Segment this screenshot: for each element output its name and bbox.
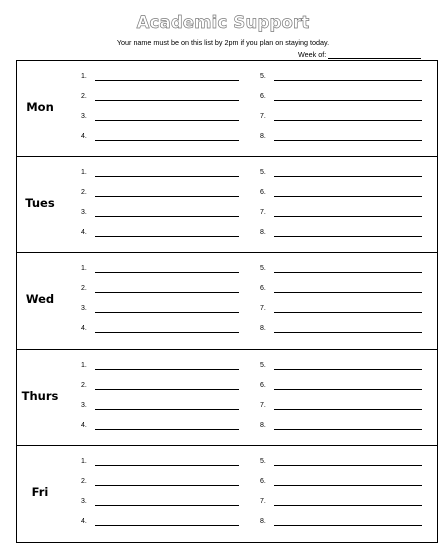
signup-entry — [81, 516, 239, 526]
signup-entry — [81, 71, 239, 81]
slot-number: 2. — [81, 477, 87, 485]
name-blank[interactable] — [95, 112, 239, 121]
page-title: Academic Support — [136, 13, 310, 32]
slot-number: 5. — [260, 169, 266, 177]
slot-number: 6. — [260, 285, 266, 293]
name-blank[interactable] — [95, 228, 239, 237]
slot-number: 6. — [260, 93, 266, 100]
day-label: Tues — [25, 196, 55, 211]
day-row-thurs — [17, 350, 437, 446]
slot-number: 7. — [260, 305, 266, 313]
signup-entry — [260, 380, 422, 390]
day-label: Fri — [31, 484, 49, 499]
signup-entry — [81, 360, 239, 370]
signup-entry — [81, 91, 239, 101]
slot-number: 4. — [81, 517, 87, 525]
slot-number: 1. — [81, 73, 87, 80]
signup-entry — [260, 400, 422, 410]
signup-entry — [81, 456, 239, 466]
slot-number: 6. — [260, 381, 266, 389]
slot-number: 3. — [81, 305, 87, 313]
signup-entry — [260, 91, 422, 101]
name-blank[interactable] — [274, 264, 422, 273]
slot-number: 8. — [260, 517, 266, 525]
slot-number: 3. — [81, 113, 87, 120]
day-row-wed — [17, 253, 437, 349]
name-blank[interactable] — [95, 401, 239, 410]
signup-entry — [260, 496, 422, 506]
slot-number: 4. — [81, 229, 87, 237]
name-blank[interactable] — [95, 457, 239, 466]
slot-number: 8. — [260, 325, 266, 333]
signup-entry — [260, 476, 422, 486]
day-row-fri — [17, 446, 437, 542]
name-blank[interactable] — [95, 284, 239, 293]
signup-entry — [260, 456, 422, 466]
slot-number: 7. — [260, 113, 266, 120]
name-blank[interactable] — [95, 208, 239, 217]
slot-number: 2. — [81, 285, 87, 293]
name-blank[interactable] — [274, 421, 422, 430]
name-blank[interactable] — [274, 517, 422, 526]
signup-entry — [81, 400, 239, 410]
name-blank[interactable] — [95, 381, 239, 390]
signup-entry — [81, 131, 239, 141]
name-blank[interactable] — [95, 324, 239, 333]
signup-grid — [16, 60, 438, 543]
name-blank[interactable] — [95, 477, 239, 486]
slot-number: 7. — [260, 497, 266, 505]
signup-entry — [81, 496, 239, 506]
name-blank[interactable] — [274, 381, 422, 390]
name-blank[interactable] — [95, 188, 239, 197]
slot-number: 1. — [81, 457, 87, 465]
slot-number: 3. — [81, 401, 87, 409]
day-label: Thurs — [21, 388, 59, 403]
name-blank[interactable] — [95, 92, 239, 101]
name-blank[interactable] — [274, 457, 422, 466]
slot-number: 4. — [81, 421, 87, 429]
slot-number: 7. — [260, 209, 266, 217]
name-blank[interactable] — [274, 477, 422, 486]
slot-number: 3. — [81, 209, 87, 217]
name-blank[interactable] — [274, 401, 422, 410]
slot-number: 1. — [81, 361, 87, 369]
name-blank[interactable] — [95, 168, 239, 177]
name-blank[interactable] — [95, 304, 239, 313]
name-blank[interactable] — [274, 497, 422, 506]
slot-number: 2. — [81, 93, 87, 100]
name-blank[interactable] — [95, 421, 239, 430]
signup-entry — [81, 111, 239, 121]
day-row-tues — [17, 157, 437, 253]
name-blank[interactable] — [274, 284, 422, 293]
name-blank[interactable] — [95, 132, 239, 141]
signup-entry — [260, 71, 422, 81]
signup-entry — [260, 111, 422, 121]
week-of-label: Week of: — [298, 50, 327, 59]
name-blank[interactable] — [95, 264, 239, 273]
signup-entry — [260, 131, 422, 141]
slot-number: 5. — [260, 265, 266, 273]
signup-entry — [81, 187, 239, 197]
day-label: Wed — [25, 292, 55, 307]
slot-number: 4. — [81, 325, 87, 333]
signup-entry — [81, 227, 239, 237]
signup-entry — [260, 323, 422, 333]
name-blank[interactable] — [274, 112, 422, 121]
slot-number: 2. — [81, 381, 87, 389]
signup-entry — [81, 323, 239, 333]
slot-number: 3. — [81, 497, 87, 505]
name-blank[interactable] — [274, 72, 422, 81]
signup-entry — [81, 283, 239, 293]
day-row-mon — [17, 61, 437, 157]
slot-number: 8. — [260, 133, 266, 140]
day-label: Mon — [26, 100, 54, 115]
name-blank[interactable] — [274, 132, 422, 141]
signup-entry — [81, 263, 239, 273]
signup-entry — [260, 360, 422, 370]
signup-entry — [81, 303, 239, 313]
name-blank[interactable] — [95, 497, 239, 506]
slot-number: 1. — [81, 265, 87, 273]
signup-entry — [81, 207, 239, 217]
slot-number: 5. — [260, 73, 266, 80]
signup-entry — [81, 380, 239, 390]
slot-number: 8. — [260, 421, 266, 429]
name-blank[interactable] — [274, 188, 422, 197]
slot-number: 8. — [260, 229, 266, 237]
slot-number: 5. — [260, 457, 266, 465]
signup-entry — [260, 263, 422, 273]
slot-number: 1. — [81, 169, 87, 177]
signup-entry — [260, 303, 422, 313]
slot-number: 7. — [260, 401, 266, 409]
slot-number: 2. — [81, 189, 87, 197]
signup-entry — [260, 283, 422, 293]
signup-entry — [260, 516, 422, 526]
signup-entry — [260, 207, 422, 217]
name-blank[interactable] — [274, 361, 422, 370]
signup-entry — [81, 476, 239, 486]
signup-entry — [260, 167, 422, 177]
name-blank[interactable] — [95, 517, 239, 526]
name-blank[interactable] — [274, 208, 422, 217]
slot-number: 6. — [260, 477, 266, 485]
week-of-blank[interactable] — [328, 50, 421, 59]
name-blank[interactable] — [274, 92, 422, 101]
slot-number: 6. — [260, 189, 266, 197]
signup-entry — [260, 420, 422, 430]
signup-entry — [81, 420, 239, 430]
signup-entry — [260, 187, 422, 197]
slot-number: 4. — [81, 133, 87, 140]
name-blank[interactable] — [274, 324, 422, 333]
name-blank[interactable] — [95, 72, 239, 81]
name-blank[interactable] — [95, 361, 239, 370]
instructions-text: Your name must be on this list by 2pm if you plan on staying today. — [116, 38, 330, 47]
signup-entry — [260, 227, 422, 237]
name-blank[interactable] — [274, 168, 422, 177]
slot-number: 5. — [260, 361, 266, 369]
signup-entry — [81, 167, 239, 177]
name-blank[interactable] — [274, 228, 422, 237]
name-blank[interactable] — [274, 304, 422, 313]
week-of-field — [298, 50, 421, 59]
